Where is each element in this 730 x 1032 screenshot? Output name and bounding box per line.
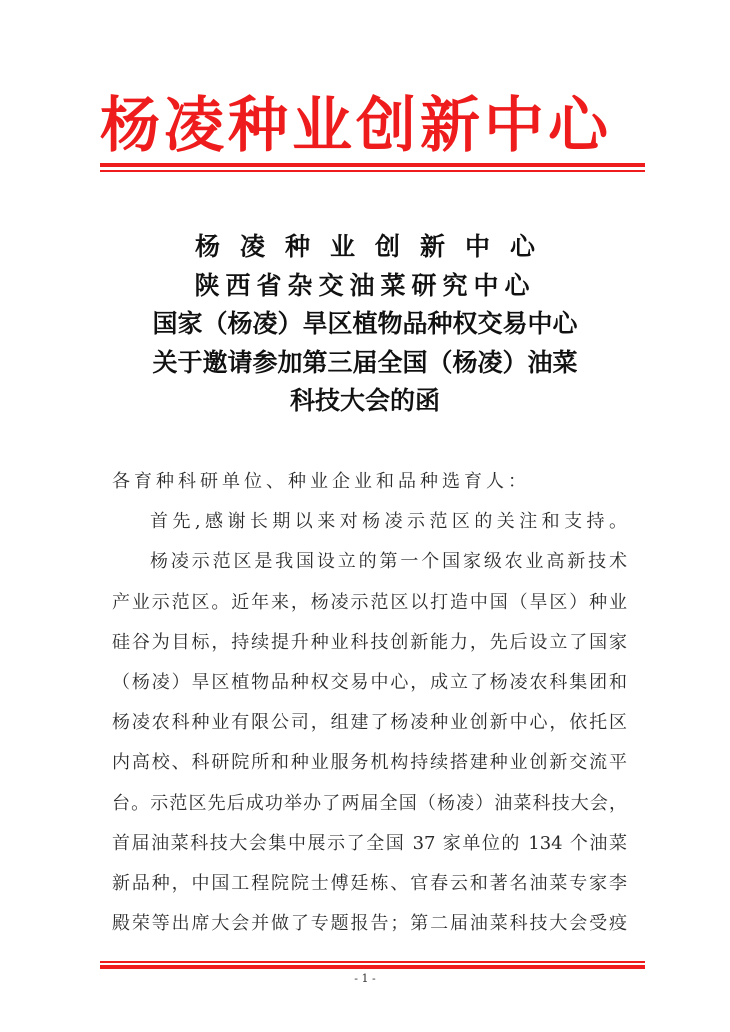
title-line: 杨凌种业创新中心 xyxy=(194,232,555,261)
letterhead-rule-thin xyxy=(100,170,645,172)
letterhead-rule-thick xyxy=(100,163,645,167)
letter-body xyxy=(112,462,627,944)
body-line: 内高校、科研院所和种业服务机构持续搭建种业创新交流平 xyxy=(112,752,627,774)
page-number: - 1 - xyxy=(354,972,376,985)
document-title xyxy=(0,228,730,421)
title-line: 陕西省杂交油菜研究中心 xyxy=(194,270,536,300)
title-line: 国家（杨凌）旱区植物品种权交易中心 xyxy=(152,309,578,338)
body-line: 首先,感谢长期以来对杨凌示范区的关注和支持。 xyxy=(150,511,627,533)
body-line: 殿荣等出席大会并做了专题报告；第二届油菜科技大会受疫 xyxy=(112,913,627,935)
body-line: 新品种，中国工程院院士傅廷栋、官春云和著名油菜专家李 xyxy=(112,873,627,895)
letterhead-title: 杨凌种业创新中心 xyxy=(100,91,612,161)
body-line: （杨凌）旱区植物品种权交易中心，成立了杨凌农科集团和 xyxy=(112,672,627,694)
title-line: 科技大会的函 xyxy=(289,386,440,415)
title-line: 关于邀请参加第三届全国（杨凌）油菜 xyxy=(152,347,578,377)
footer-rule-thick xyxy=(100,965,645,969)
body-lines xyxy=(112,502,627,944)
body-line: 首届油菜科技大会集中展示了全国 37 家单位的 134 个油菜 xyxy=(112,832,627,854)
body-line: 硅谷为目标，持续提升种业科技创新能力，先后设立了国家 xyxy=(112,631,627,653)
body-line: 台。示范区先后成功举办了两届全国（杨凌）油菜科技大会， xyxy=(112,792,627,814)
body-line: 杨凌示范区是我国设立的第一个国家级农业高新技术 xyxy=(150,551,627,573)
body-line: 产业示范区。近年来，杨凌示范区以打造中国（旱区）种业 xyxy=(112,591,627,613)
footer-rule-thin xyxy=(100,961,645,963)
salutation: 各育种科研单位、种业企业和品种选育人： xyxy=(112,471,530,492)
body-line: 杨凌农科种业有限公司，组建了杨凌种业创新中心，依托区 xyxy=(112,712,627,734)
